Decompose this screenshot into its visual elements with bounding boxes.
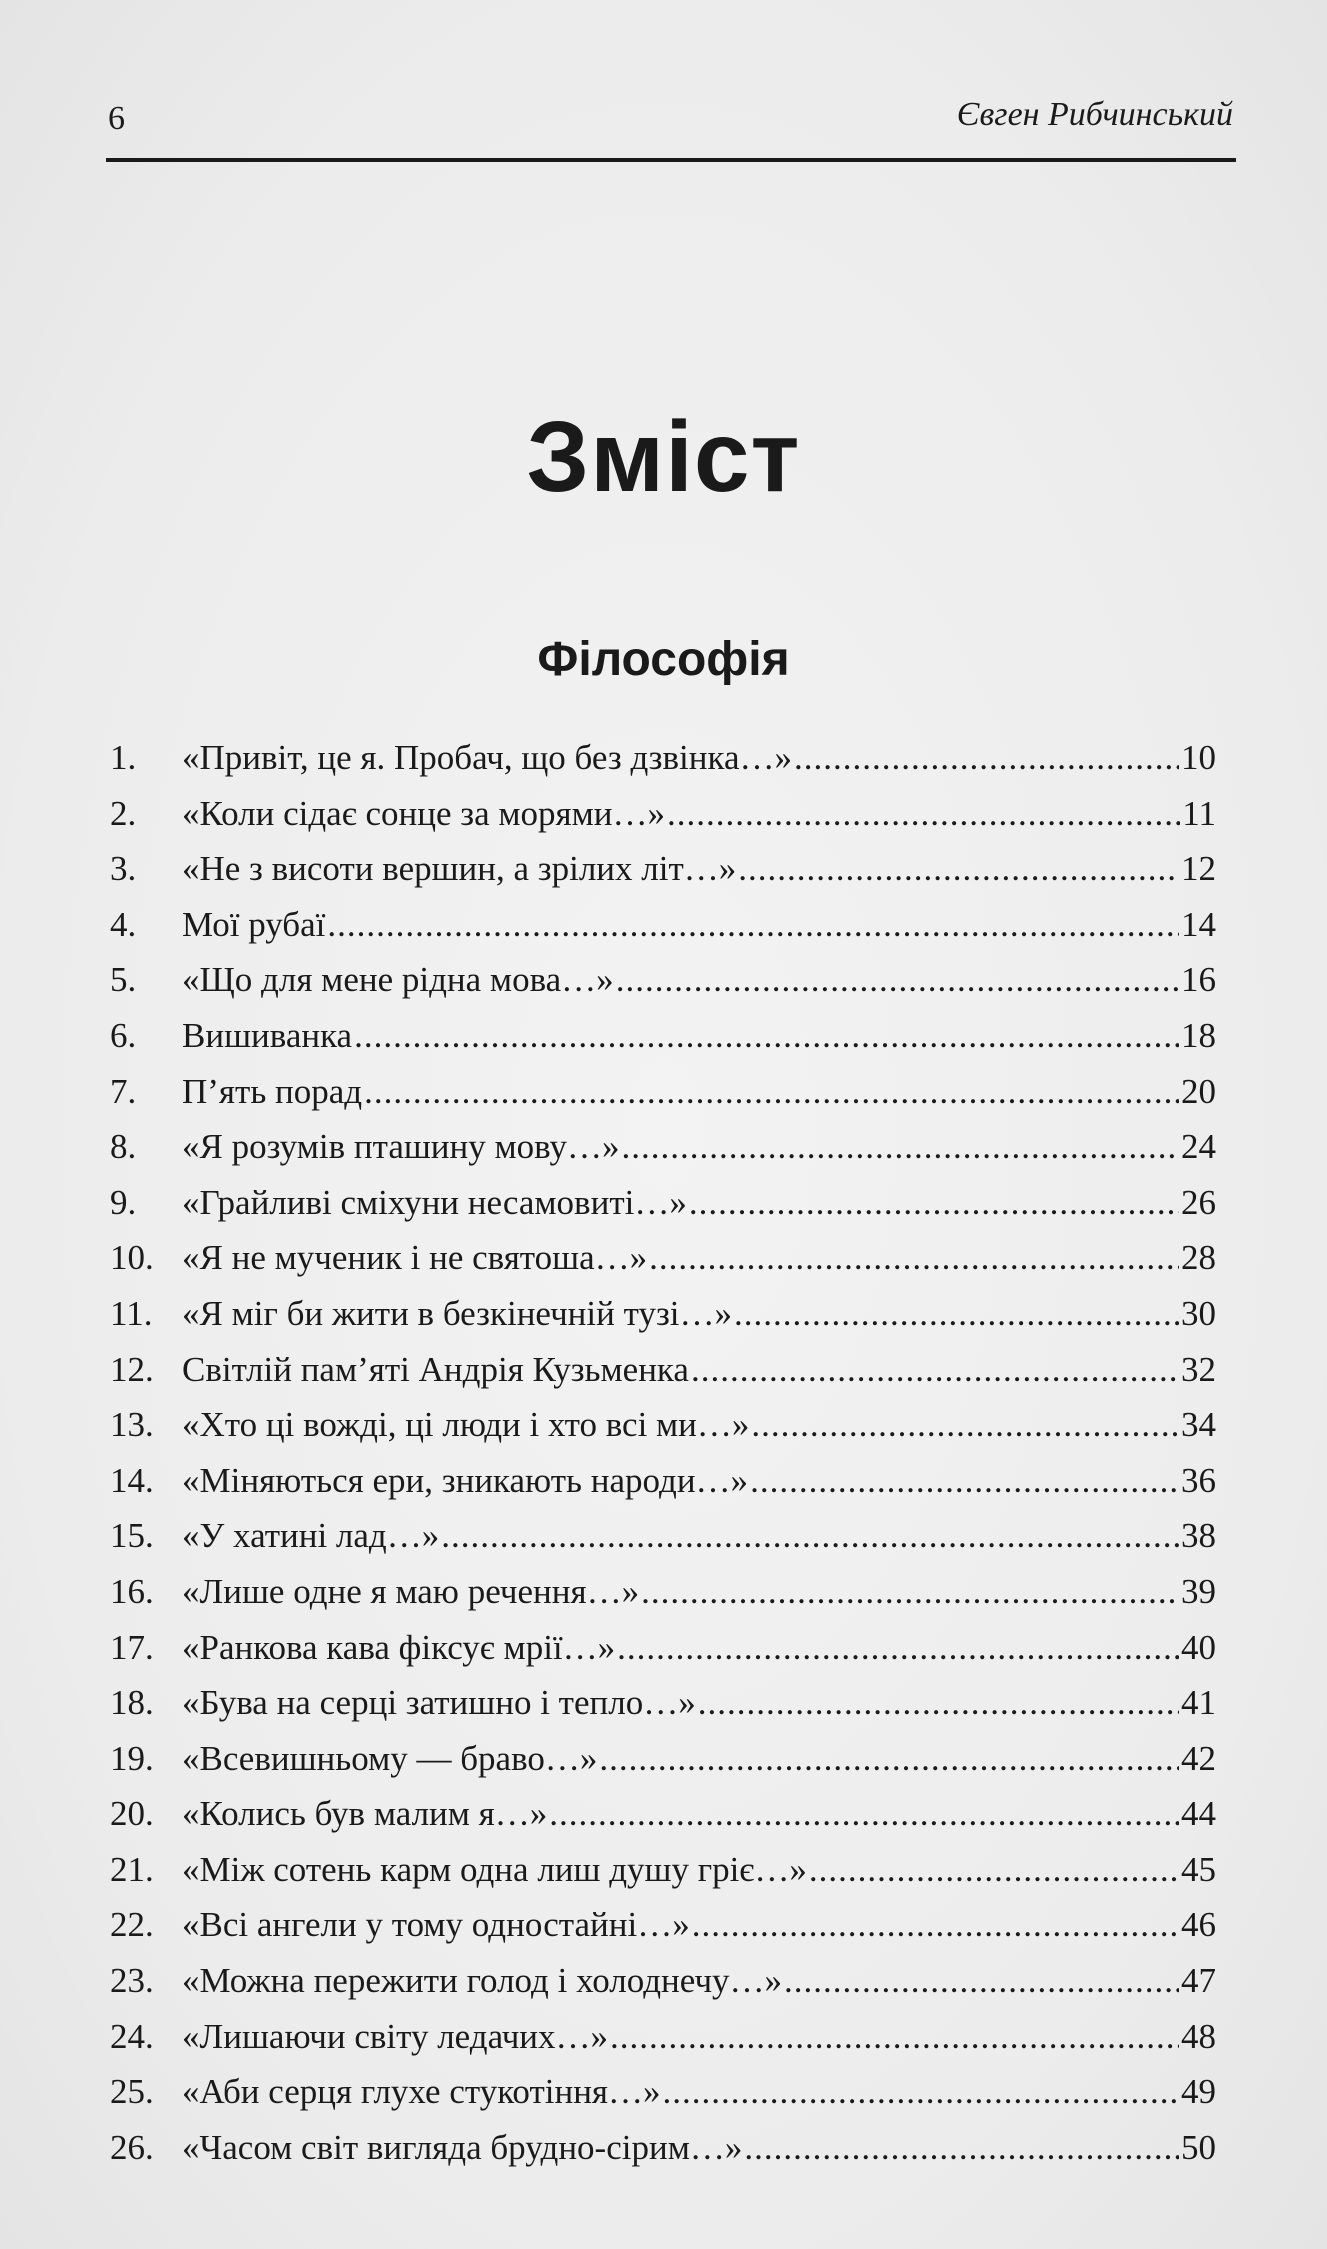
toc-entry bbox=[110, 1072, 1216, 1128]
toc-entry bbox=[110, 1183, 1216, 1239]
entry-page: 46 bbox=[1181, 1905, 1216, 1945]
toc-entry bbox=[110, 794, 1216, 850]
toc-entry bbox=[110, 1016, 1216, 1072]
entry-title: «Не з висоти вершин, а зрілих літ…» bbox=[182, 849, 737, 889]
dot-leader bbox=[809, 1850, 1179, 1890]
toc-entry bbox=[110, 1350, 1216, 1406]
toc-entry bbox=[110, 1628, 1216, 1684]
dot-leader bbox=[549, 1794, 1179, 1834]
toc-entry bbox=[110, 1739, 1216, 1795]
entry-page: 30 bbox=[1181, 1293, 1216, 1333]
toc-entry bbox=[110, 1905, 1216, 1961]
entry-page: 11 bbox=[1182, 793, 1216, 833]
dot-leader bbox=[784, 1961, 1179, 2001]
dot-leader bbox=[599, 1739, 1179, 1779]
entry-title: «Колись був малим я…» bbox=[182, 1794, 548, 1834]
header-rule bbox=[106, 158, 1236, 162]
entry-title: «Часом світ вигляда брудно-сірим…» bbox=[182, 2127, 743, 2167]
toc-entry bbox=[110, 1961, 1216, 2017]
entry-page: 18 bbox=[1181, 1015, 1216, 1055]
entry-number: 6. bbox=[110, 1015, 137, 1055]
dot-leader bbox=[663, 2072, 1179, 2112]
entry-title: Вишиванка bbox=[182, 1015, 353, 1055]
entry-number: 3. bbox=[110, 849, 137, 889]
dot-leader bbox=[734, 1294, 1179, 1334]
entry-title: «Коли сідає сонце за морями…» bbox=[182, 793, 665, 833]
entry-title: «Що для мене рідна мова…» bbox=[182, 960, 614, 1000]
entry-title: Мої рубаї bbox=[182, 904, 326, 944]
entry-number: 24. bbox=[110, 2016, 154, 2056]
dot-leader bbox=[354, 1016, 1179, 1056]
dot-leader bbox=[794, 738, 1179, 778]
entry-page: 10 bbox=[1181, 738, 1216, 777]
entry-title: «У хатині лад…» bbox=[182, 1516, 440, 1556]
toc-entry bbox=[110, 1127, 1216, 1183]
toc-entry bbox=[110, 1461, 1216, 1517]
dot-leader bbox=[738, 849, 1179, 889]
entry-title: «Міняються ери, зникають народи…» bbox=[182, 1460, 749, 1500]
toc-entry bbox=[110, 2017, 1216, 2073]
toc-entry bbox=[110, 1238, 1216, 1294]
entry-page: 14 bbox=[1181, 904, 1216, 944]
dot-leader bbox=[751, 1405, 1179, 1445]
entry-page: 50 bbox=[1181, 2127, 1216, 2167]
entry-number: 22. bbox=[110, 1905, 154, 1945]
toc-entry bbox=[110, 960, 1216, 1016]
dot-leader bbox=[692, 1905, 1179, 1945]
entry-number: 18. bbox=[110, 1683, 154, 1723]
dot-leader bbox=[364, 1072, 1179, 1112]
section-heading: Філософія bbox=[537, 633, 790, 686]
entry-page: 26 bbox=[1181, 1182, 1216, 1222]
dot-leader bbox=[610, 2017, 1179, 2057]
entry-page: 36 bbox=[1181, 1460, 1216, 1500]
entry-number: 12. bbox=[110, 1349, 154, 1389]
entry-title: «Лише одне я маю речення…» bbox=[182, 1571, 640, 1611]
dot-leader bbox=[744, 2128, 1179, 2168]
dot-leader bbox=[622, 1127, 1180, 1167]
entry-title: П’ять порад bbox=[182, 1071, 363, 1111]
entry-number: 8. bbox=[110, 1127, 137, 1167]
entry-number: 9. bbox=[110, 1182, 137, 1222]
toc-entry bbox=[110, 738, 1216, 794]
dot-leader bbox=[667, 794, 1180, 834]
entry-title: «Грайливі сміхуни несамовиті…» bbox=[182, 1182, 687, 1222]
entry-page: 41 bbox=[1181, 1683, 1216, 1723]
entry-number: 25. bbox=[110, 2072, 154, 2112]
table-of-contents bbox=[110, 738, 1216, 2183]
entry-page: 16 bbox=[1181, 960, 1216, 1000]
entry-title: «Лишаючи світу ледачих…» bbox=[182, 2016, 609, 2056]
entry-number: 23. bbox=[110, 1961, 154, 2001]
entry-number: 21. bbox=[110, 1849, 154, 1889]
entry-number: 26. bbox=[110, 2127, 154, 2167]
entry-number: 15. bbox=[110, 1516, 154, 1556]
toc-entry bbox=[110, 1405, 1216, 1461]
page-title: Зміст bbox=[526, 401, 801, 513]
entry-number: 4. bbox=[110, 904, 137, 944]
entry-title: «Бува на серці затишно і тепло…» bbox=[182, 1683, 696, 1723]
entry-number: 2. bbox=[110, 793, 137, 833]
entry-title: «Аби серця глухе стукотіння…» bbox=[182, 2072, 661, 2112]
toc-entry bbox=[110, 905, 1216, 961]
entry-number: 17. bbox=[110, 1627, 154, 1667]
entry-number: 10. bbox=[110, 1238, 154, 1278]
entry-number: 19. bbox=[110, 1738, 154, 1778]
dot-leader bbox=[750, 1461, 1179, 1501]
dot-leader bbox=[617, 1628, 1179, 1668]
entry-number: 16. bbox=[110, 1571, 154, 1611]
entry-title: «Між сотень карм одна лиш душу гріє…» bbox=[182, 1849, 807, 1889]
entry-page: 32 bbox=[1181, 1349, 1216, 1389]
entry-title: «Привіт, це я. Пробач, що без дзвінка…» bbox=[182, 738, 792, 777]
entry-page: 24 bbox=[1181, 1127, 1216, 1167]
page-number: 6 bbox=[108, 100, 125, 137]
entry-page: 47 bbox=[1181, 1961, 1216, 2001]
entry-title: «Ранкова кава фіксує мрії…» bbox=[182, 1627, 616, 1667]
entry-page: 48 bbox=[1181, 2016, 1216, 2056]
dot-leader bbox=[327, 905, 1179, 945]
toc-entry bbox=[110, 1850, 1216, 1906]
entry-page: 49 bbox=[1181, 2072, 1216, 2112]
entry-page: 39 bbox=[1181, 1571, 1216, 1611]
entry-number: 7. bbox=[110, 1071, 137, 1111]
toc-entry bbox=[110, 1794, 1216, 1850]
dot-leader bbox=[689, 1183, 1179, 1223]
entry-title: «Я розумів пташину мову…» bbox=[182, 1127, 620, 1167]
entry-title: «Я міг би жити в безкінечній тузі…» bbox=[182, 1293, 733, 1333]
entry-title: «Всевишньому — браво…» bbox=[182, 1738, 598, 1778]
entry-page: 38 bbox=[1181, 1516, 1216, 1556]
entry-title: «Хто ці вожді, ці люди і хто всі ми…» bbox=[182, 1405, 750, 1445]
entry-page: 42 bbox=[1181, 1738, 1216, 1778]
entry-title: «Я не мученик і не святоша…» bbox=[182, 1238, 648, 1278]
entry-number: 13. bbox=[110, 1405, 154, 1445]
entry-number: 14. bbox=[110, 1460, 154, 1500]
entry-page: 44 bbox=[1181, 1794, 1216, 1834]
entry-title: «Можна пережити голод і холоднечу…» bbox=[182, 1961, 783, 2001]
toc-entry bbox=[110, 849, 1216, 905]
entry-number: 1. bbox=[110, 738, 137, 777]
entry-page: 12 bbox=[1181, 849, 1216, 889]
dot-leader bbox=[441, 1516, 1179, 1556]
dot-leader bbox=[698, 1683, 1179, 1723]
entry-number: 20. bbox=[110, 1794, 154, 1834]
entry-page: 34 bbox=[1181, 1405, 1216, 1445]
entry-page: 40 bbox=[1181, 1627, 1216, 1667]
entry-number: 5. bbox=[110, 960, 137, 1000]
dot-leader bbox=[641, 1572, 1179, 1612]
toc-entry bbox=[110, 1572, 1216, 1628]
entry-page: 20 bbox=[1181, 1071, 1216, 1111]
entry-title: «Всі ангели у тому одностайні…» bbox=[182, 1905, 690, 1945]
entry-title: Світлій пам’яті Андрія Кузьменка bbox=[182, 1349, 689, 1389]
entry-number: 11. bbox=[110, 1293, 153, 1333]
toc-entry bbox=[110, 1516, 1216, 1572]
dot-leader bbox=[616, 960, 1179, 1000]
toc-entry bbox=[110, 2072, 1216, 2128]
toc-entry bbox=[110, 1683, 1216, 1739]
dot-leader bbox=[691, 1350, 1179, 1390]
entry-page: 45 bbox=[1181, 1849, 1216, 1889]
entry-page: 28 bbox=[1181, 1238, 1216, 1278]
running-header-author: Євген Рибчинський bbox=[956, 96, 1233, 133]
toc-entry bbox=[110, 2128, 1216, 2184]
dot-leader bbox=[649, 1238, 1179, 1278]
toc-entry bbox=[110, 1294, 1216, 1350]
